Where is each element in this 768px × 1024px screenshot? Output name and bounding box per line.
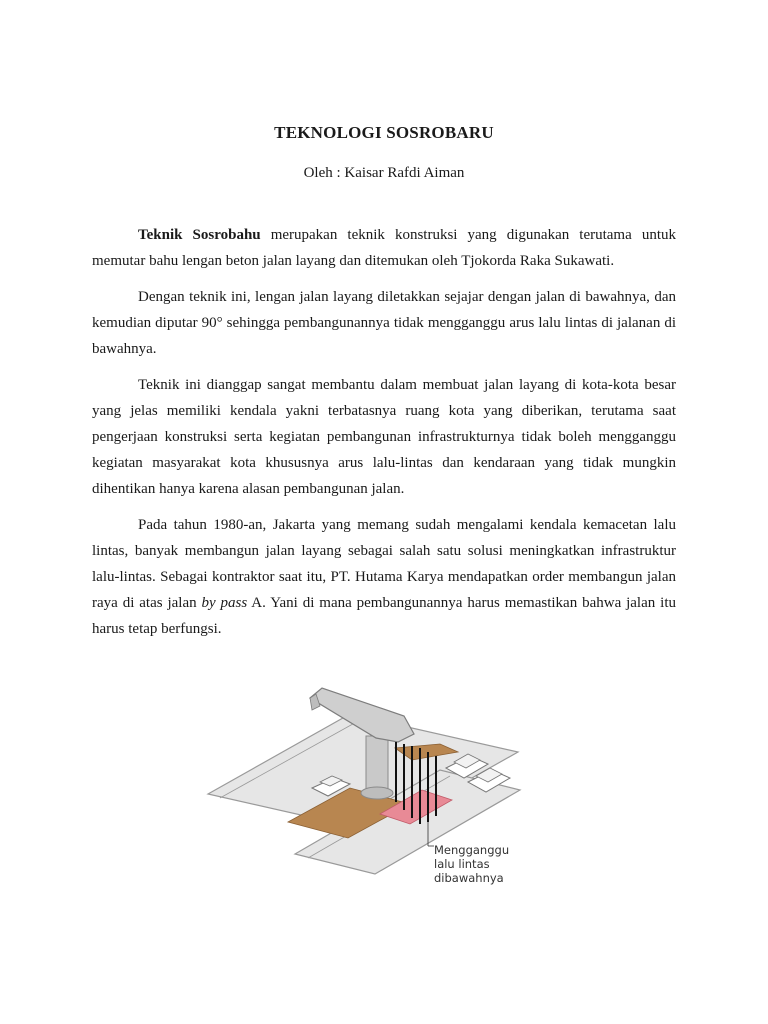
pier-column bbox=[366, 736, 388, 792]
paragraph-1 bbox=[92, 222, 676, 274]
document-body bbox=[92, 222, 676, 652]
paragraph-1-bold-lead: Teknik Sosrobahu bbox=[138, 227, 261, 243]
figure-label-line-2: lalu lintas bbox=[434, 857, 490, 871]
illustration-svg bbox=[200, 672, 570, 902]
paragraph-2: Dengan teknik ini, lengan jalan layang diletakkan sejajar dengan jalan di bawahnya, dan kemudian diputar 90° sehingga pembangunannya tidak mengganggu arus lalu lintas di jalanan di bawahnya. bbox=[92, 289, 676, 357]
sosrobahu-illustration bbox=[200, 672, 570, 902]
figure-label-line-3: dibawahnya bbox=[434, 871, 504, 885]
pier-base bbox=[361, 787, 393, 799]
figure-label-line-1: Mengganggu bbox=[434, 843, 510, 857]
document-author: Oleh : Kaisar Rafdi Aiman bbox=[303, 165, 465, 181]
paragraph-4 bbox=[92, 512, 676, 642]
paragraph-4-text-before: Pada tahun 1980-an, Jakarta yang memang sudah mengalami kendala kemacetan lalu lintas, banyak membangun jalan layang sebagai salah satu solusi meningkatkan infrastruktur lalu-lintas. Sebagai kontraktor saat itu, PT. Hutama Karya mendapatkan order membangun jalan raya di atas jalan bbox=[92, 517, 676, 611]
document-title: TEKNOLOGI SOSROBARU bbox=[274, 123, 494, 142]
paragraph-1-text: merupakan teknik konstruksi yang digunakan terutama untuk memutar bahu lengan beton jalan layang dan ditemukan oleh Tjokorda Raka Sukawati. bbox=[92, 227, 676, 269]
paragraph-3: Teknik ini dianggap sangat membantu dalam membuat jalan layang di kota-kota besar yang jelas memiliki kendala yakni terbatasnya ruang kota yang diberikan, terutama saat pengerjaan konstruksi serta kegiatan pembangunan infrastrukturnya tidak boleh mengganggu kegiatan masyarakat kota khususnya arus lalu-lintas dan kendaraan yang tidak mungkin dihentikan hanya karena alasan pembangunan jalan. bbox=[92, 377, 676, 497]
paragraph-4-italic: by pass bbox=[201, 595, 248, 611]
paragraph-4-text-after: A. Yani di mana pembangunannya harus memastikan bahwa jalan itu harus tetap berfungsi. bbox=[92, 595, 676, 637]
